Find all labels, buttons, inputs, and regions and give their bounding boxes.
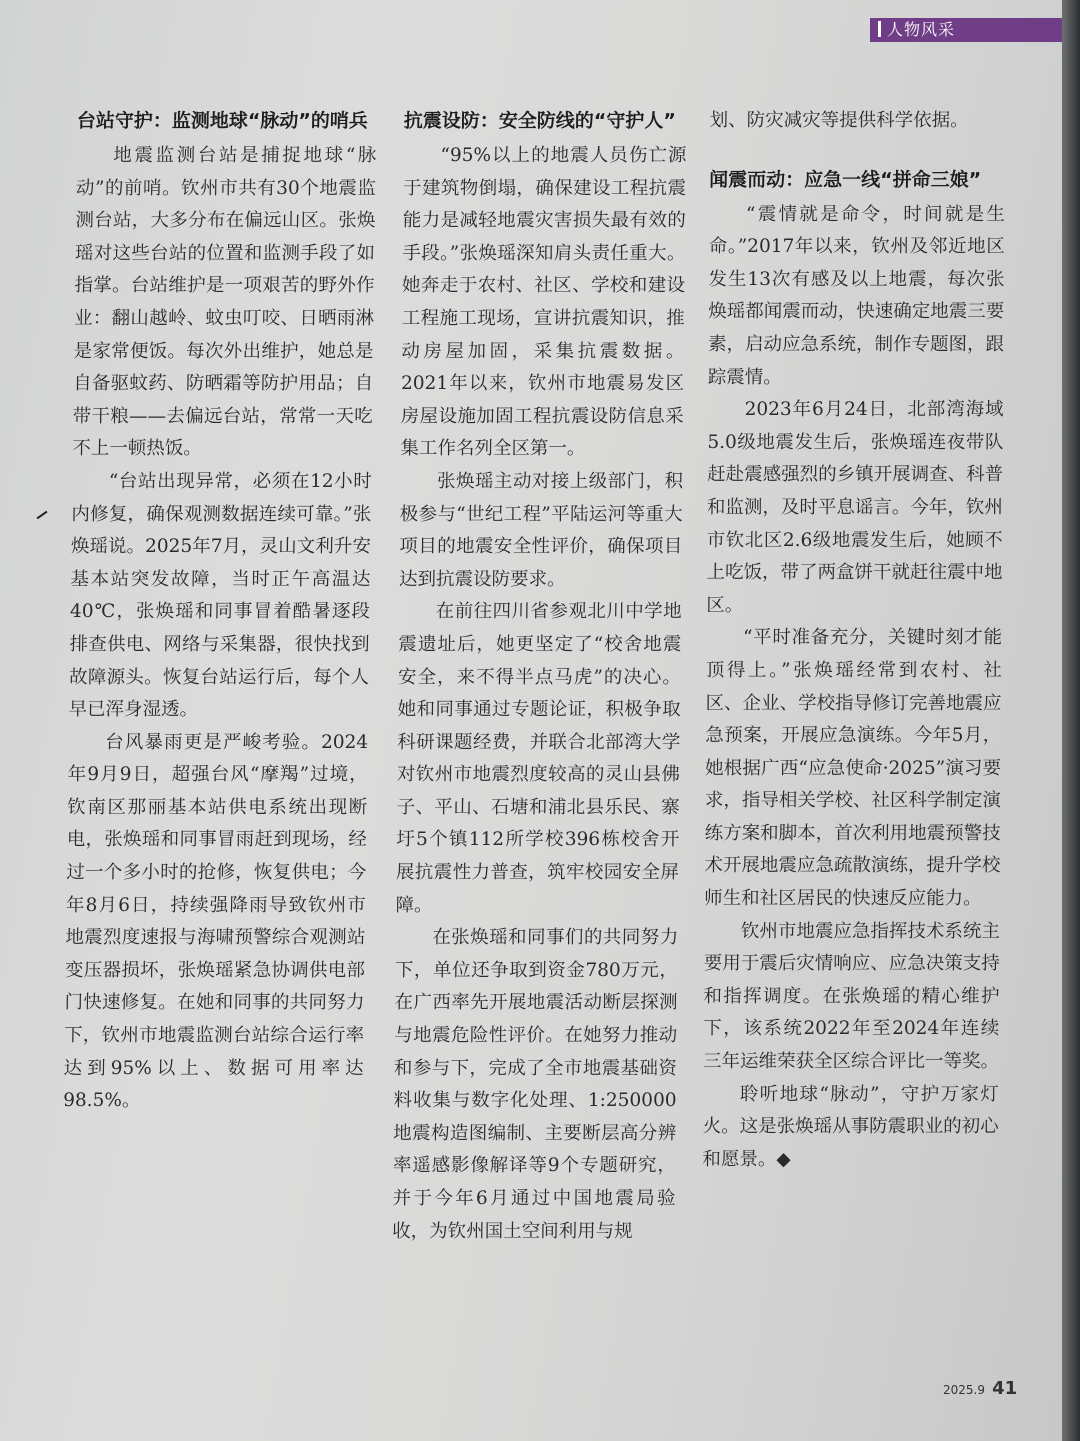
pen-mark — [37, 511, 48, 520]
column-1 — [63, 105, 377, 1118]
issue-number: 2025.9 — [943, 1383, 985, 1397]
paragraph: 2023年6月24日，北部湾海域5.0级地震发生后，张焕瑶连夜带队赶赴震感强烈的乡镇开展调查、科普和监测，及时平息谣言。今年，钦州市钦北区2.6级地震发生后，她顾不上吃饭，带了两盒饼干就赶往震中地区。 — [706, 399, 1004, 616]
page-number: 41 — [992, 1378, 1018, 1399]
page-edge-shadow — [1062, 0, 1080, 1441]
spacer — [709, 138, 1005, 164]
paragraph: 聆听地球“脉动”，守护万家灯火。这是张焕瑶从事防震职业的初心和愿景。◆ — [702, 1083, 999, 1170]
column-3 — [702, 105, 1005, 1176]
paragraph: “95%以上的地震人员伤亡源于建筑物倒塌，确保建设工程抗震能力是减轻地震灾害损失最有效的手段。”张焕瑶深知肩头责任重大。她奔走于农村、社区、学校和建设工程施工现场，宣讲抗震知识，推动房屋加固，采集抗震数据。2021年以来，钦州市地震易发区房屋设施加固工程抗震设防信息采集工作名列全区第一。 — [400, 145, 687, 460]
page-footer — [943, 1378, 1017, 1399]
paragraph: 张焕瑶主动对接上级部门，积极参与“世纪工程”平陆运河等重大项目的地震安全性评价，确保项目达到抗震设防要求。 — [398, 470, 684, 590]
paragraph: 在张焕瑶和同事们的共同努力下，单位还争取到资金780万元，在广西率先开展地震活动断层探测与地震危险性评价。在她努力推动和参与下，完成了全市地震基础资料收集与数字化处理、1:250000地震构造图编制、主要断层高分辨率遥感影像解译等9个专题研究，并于今年6月通过中国地震局验收，为钦州国土空间利用与规 — [392, 927, 679, 1242]
paragraph: 在前往四川省参观北川中学地震遗址后，她更坚定了“校舍地震安全，来不得半点马虎”的决心。她和同事通过专题论证，积极争取科研课题经费，并联合北部湾大学对钦州市地震烈度较高的灵山县佛子、平山、石塘和浦北县乐民、寨圩5个镇112所学校396栋校舍开展抗震性力普查，筑牢校园安全屏障。 — [395, 601, 682, 916]
paragraph: “台站出现异常，必须在12小时内修复，确保观测数据连续可靠。”张焕瑶说。2025年7月，灵山文利升安基本站突发故障，当时正午高温达40℃，张焕瑶和同事冒着酷暑逐段排查供电、网络与采集器，很快找到故障源头。恢复台站运行后，每个人早已浑身湿透。 — [68, 470, 372, 721]
column-2 — [392, 105, 687, 1248]
paragraph: 钦州市地震应急指挥技术系统主要用于震后灾情响应、应急决策支持和指挥调度。在张焕瑶的精心维护下，该系统2022年至2024年连续三年运维荣获全区综合评比一等奖。 — [702, 920, 1001, 1073]
paragraph: 台风暴雨更是严峻考验。2024年9月9日，超强台风“摩羯”过境，钦南区那丽基本站供电系统出现断电，张焕瑶和同事冒雨赶到现场，经过一个多小时的抢修，恢复供电；今年8月6日，持续强降雨导致钦州市地震烈度速报与海啸预警综合观测站变压器损坏，张焕瑶紧急协调供电部门快速修复。在她和同事的共同努力下，钦州市地震监测台站综合运行率达到95%以上、数据可用率达98.5%。 — [63, 731, 369, 1112]
heading-seismic-fortification: 抗震设防：安全防线的“守护人” — [403, 110, 676, 132]
heading-station-guard: 台站守护：监测地球“脉动”的哨兵 — [76, 110, 368, 132]
paragraph: “平时准备充分，关键时刻才能顶得上。”张焕瑶经常到农村、社区、企业、学校指导修订完善地震应急预案，开展应急演练。今年5月，她根据广西“应急使命·2025”演习要求，指导相关学校、社区科学制定演练方案和脚本，首次利用地震预警技术开展地震应急疏散演练，提升学校师生和社区居民的快速反应能力。 — [704, 627, 1003, 910]
paragraph: “震情就是命令，时间就是生命。”2017年以来，钦州及邻近地区发生13次有感及以上地震，每次张焕瑶都闻震而动，快速确定地震三要素，启动应急系统，制作专题图，跟踪震情。 — [707, 203, 1006, 388]
section-tab — [870, 18, 1062, 42]
paragraph: 地震监测台站是捕捉地球“脉动”的前哨。钦州市共有30个地震监测台站，大多分布在偏远山区。张焕瑶对这些台站的位置和监测手段了如指掌。台站维护是一项艰苦的野外作业：翻山越岭、蚊虫叮咬、日晒雨淋是家常便饭。每次外出维护，她总是自备驱蚊药、防晒霜等防护用品；自带干粮——去偏远台站，常常一天吃不上一顿热饭。 — [72, 145, 377, 460]
section-title: 人物风采 — [887, 20, 956, 39]
heading-emergency-response: 闻震而动：应急一线“拼命三娘” — [709, 168, 982, 191]
paragraph-continuation: 划、防灾减灾等提供科学依据。 — [709, 110, 969, 131]
tab-bar-icon — [878, 21, 881, 37]
